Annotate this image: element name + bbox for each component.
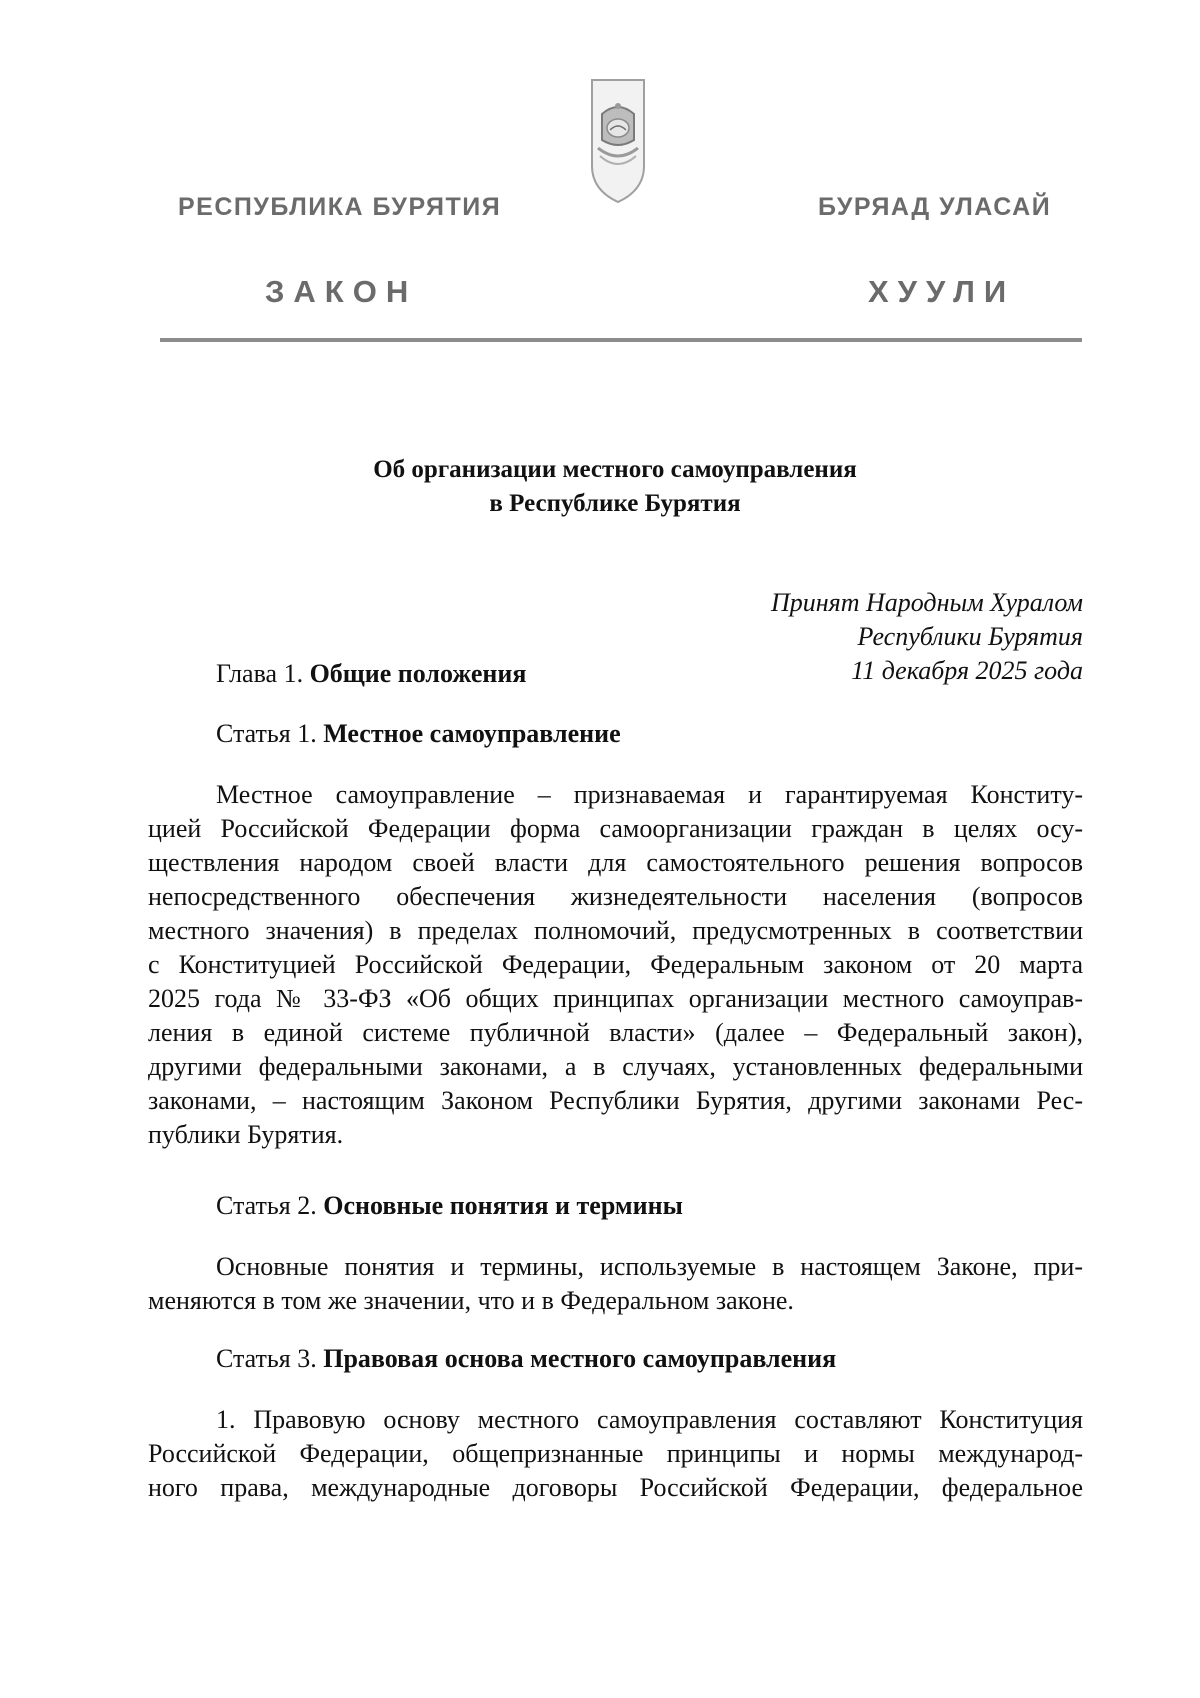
country-name-ru: РЕСПУБЛИКА БУРЯТИЯ xyxy=(178,193,502,221)
article-prefix: Статья 1. xyxy=(216,719,324,748)
article-title: Основные понятия и термины xyxy=(323,1191,683,1220)
text-line: публики Бурятия. xyxy=(148,1120,344,1149)
doc-type-ru: ЗАКОН xyxy=(265,274,418,309)
text-line: законами, – настоящим Законом Республики Бурятия, другими законами Рес- xyxy=(148,1086,1083,1115)
adoption-line: Республики Бурятия xyxy=(857,622,1083,651)
text-line: Основные понятия и термины, используемые в настоящем Законе, при- xyxy=(216,1252,1083,1281)
article-3-text xyxy=(148,1403,1083,1505)
article-1-text xyxy=(148,778,1083,1152)
text-line: местного значения) в пределах полномочий, предусмотренных в соответствии xyxy=(148,916,1083,945)
coat-of-arms-icon xyxy=(588,78,648,204)
text-line: с Конституцией Российской Федерации, Федеральным законом от 20 марта xyxy=(148,950,1083,979)
article-prefix: Статья 2. xyxy=(216,1191,324,1220)
text-line: 1. Правовую основу местного самоуправления составляют Конституция xyxy=(216,1405,1083,1434)
text-line: другими федеральными законами, а в случаях, установленных федеральными xyxy=(148,1052,1083,1081)
chapter-heading xyxy=(216,657,526,691)
chapter-prefix: Глава 1. xyxy=(216,659,310,688)
chapter-title: Общие положения xyxy=(309,659,527,688)
article-heading xyxy=(216,1342,836,1376)
text-line: цией Российской Федерации форма самоорганизации граждан в целях осу- xyxy=(148,814,1083,843)
adoption-note xyxy=(771,586,1083,688)
article-title: Правовая основа местного самоуправления xyxy=(323,1344,837,1373)
text-line: Российской Федерации, общепризнанные принципы и нормы международ- xyxy=(148,1439,1083,1468)
adoption-line: Принят Народным Хуралом xyxy=(770,588,1083,617)
law-title-line: Об организации местного самоуправления xyxy=(373,456,857,483)
article-2-text xyxy=(148,1250,1083,1318)
doc-type-bu: ХУУЛИ xyxy=(868,274,1016,309)
article-title: Местное самоуправление xyxy=(323,719,621,748)
country-name-bu: БУРЯАД УЛАСАЙ xyxy=(818,193,1052,221)
text-line: ления в единой системе публичной власти» (далее – Федеральный закон), xyxy=(148,1018,1083,1047)
text-line: ного права, международные договоры Российской Федерации, федеральное xyxy=(148,1473,1083,1502)
article-heading xyxy=(216,717,621,751)
article-prefix: Статья 3. xyxy=(216,1344,324,1373)
law-title xyxy=(150,453,1080,521)
adoption-date: 11 декабря 2025 года xyxy=(851,656,1083,685)
article-heading xyxy=(216,1189,683,1223)
text-line: 2025 года № 33-ФЗ «Об общих принципах организации местного самоуправ- xyxy=(148,984,1083,1013)
text-line: непосредственного обеспечения жизнедеятельности населения (вопросов xyxy=(148,882,1083,911)
header-divider xyxy=(160,338,1082,342)
text-line: ществления народом своей власти для самостоятельного решения вопросов xyxy=(148,848,1083,877)
law-title-line: в Республике Бурятия xyxy=(489,490,741,517)
text-line: Местное самоуправление – признаваемая и гарантируемая Конститу- xyxy=(216,780,1083,809)
text-line: меняются в том же значении, что и в Федеральном законе. xyxy=(148,1286,794,1315)
